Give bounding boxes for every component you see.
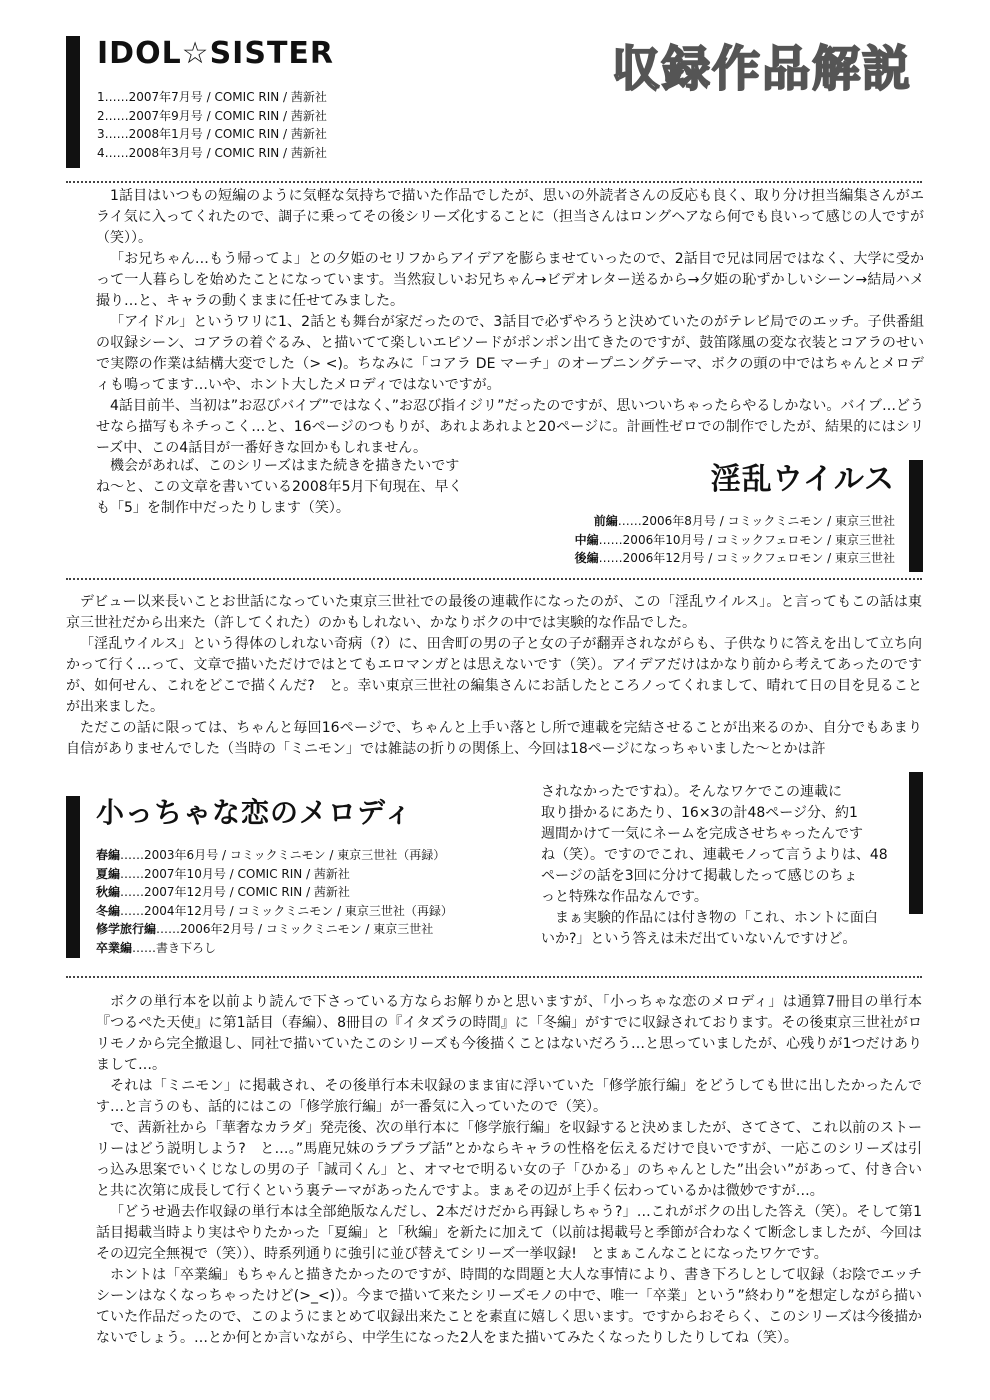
idol-description (96, 186, 924, 459)
issue-text: ……2006年8月号 / コミックミニモン / 東京三世社 (617, 514, 895, 528)
issue-text: ……2006年10月号 / コミックフェロモン / 東京三世社 (598, 532, 895, 547)
paragraph: 「どうせ過去作収録の単行本は全部絶版なんだし、2本だけだから再録しちゃう?」…これがボクの出した答え（笑）。そして第1話目掲載当時より実はやりたかった「夏編」と「秋編」を新たに加えて（以前は掲載号と季節が合わなくて断念しましたが、今回はその辺完全無視で（笑））、時系列通りに強引に並び替えてシリーズ一挙収録! とまぁこんなことになったワケです。 (96, 1204, 922, 1262)
text-line: まぁ実験的作品には付き物の「これ、ホントに面白 (541, 910, 878, 926)
inran-issue (500, 549, 895, 568)
page-heading: 収録作品解説 (612, 41, 913, 97)
issue-label: 後編 (574, 551, 599, 565)
divider (66, 976, 922, 978)
inran-issue (500, 531, 895, 550)
paragraph: それは「ミニモン」に掲載され、その後単行本未収録のまま宙に浮いていた「修学旅行編」をどうしても世に出したかったんです…と言うのも、話的にはこの「修学旅行編」が一番気に入っていたので（笑）。 (96, 1078, 922, 1115)
issue-label: 修学旅行編 (96, 922, 157, 936)
idol-closing (96, 456, 496, 519)
issue-text: ……2007年12月号 / COMIC RIN / 茜新社 (120, 885, 350, 899)
melody-issue (96, 939, 453, 958)
paragraph: ただこの話に限っては、ちゃんと毎回16ページで、ちゃんと上手い落とし所で連載を完結させることが出来るのか、自分でもあまり自信がありませんでした（当時の「ミニモン」では雑誌の折りの関係上、今回は18ページになっちゃいました〜とかは許 (66, 720, 922, 757)
issue-label: 春編 (96, 848, 121, 862)
inran-continuation (541, 782, 911, 950)
text-line: いか?」という答えは未だ出ていないんですけど。 (541, 931, 857, 947)
inran-side-bar (909, 772, 923, 914)
text-line: も「5」を制作中だったりします（笑）。 (96, 500, 350, 516)
idol-issue: 2……2007年9月号 / COMIC RIN / 茜新社 (97, 108, 327, 123)
issue-label: 秋編 (96, 885, 121, 899)
text-line: ね〜と、この文章を書いている2008年5月下旬現在、早く (96, 479, 463, 495)
issue-text: ……2003年6月号 / コミックミニモン / 東京三世社（再録） (120, 848, 446, 862)
paragraph: で、茜新社から「華奢なカラダ」発売後、次の単行本に「修学旅行編」を収録すると決めましたが、さてさて、これ以前のストーリーはどう説明しよう? と…。”馬鹿兄妹のラブラブ話”とかならキャラの性格を伝えるだけで良いですが、一応このシリーズは引っ込み思案でいくじなしの男の子「誠司くん」と、オマセで明るい女の子「ひかる」のちゃんとした”出会い”があって、付き合いと共に次第に成長して行くという裏テーマがあったんですよ。まぁその辺が上手く伝わっているかは微妙ですが…。 (96, 1120, 922, 1199)
issue-text: ……書き下ろし (132, 940, 217, 955)
melody-issue (96, 902, 453, 921)
idol-issue: 3……2008年1月号 / COMIC RIN / 茜新社 (97, 127, 327, 141)
issue-label: 冬編 (96, 903, 121, 918)
text-line: 取り掛かるにあたり、16×3の計48ページ分、約1 (541, 805, 858, 821)
issue-label: 卒業編 (96, 940, 133, 955)
divider (66, 578, 922, 580)
inran-description (66, 592, 922, 760)
issue-label: 夏編 (96, 866, 121, 881)
paragraph: 1話目はいつもの短編のように気軽な気持ちで描いた作品でしたが、思いの外読者さんの反応も良く、取り分け担当編集さんがエライ気に入ってくれたので、調子に乗ってその後シリーズ化することに（担当さんはロングヘアなら何でも良いって感じの人ですが（笑））。 (96, 188, 924, 246)
issue-text: ……2007年10月号 / COMIC RIN / 茜新社 (120, 866, 350, 881)
issue-label: 中編 (574, 532, 599, 547)
paragraph: 4話目前半、当初は”お忍びバイブ”ではなく、”お忍び指イジリ”だったのですが、思いついちゃったらやるしかない。バイブ…どうせなら描写もネチっこく…と、16ページのつもりが、あれよあれよと20ページに。計画性ゼロでの制作でしたが、結果的にはシリーズ中、この4話目が一番好きな回かもしれません。 (96, 398, 924, 456)
melody-description (96, 992, 922, 1349)
melody-issue (96, 883, 453, 902)
melody-issue (96, 846, 453, 865)
idol-issue: 4……2008年3月号 / COMIC RIN / 茜新社 (97, 145, 327, 160)
text-line: ね（笑）。ですのでこれ、連載モノって言うよりは、48 (541, 847, 888, 863)
melody-issue (96, 865, 453, 884)
text-line: されなかったですね）。そんなワケでこの連載に (541, 784, 842, 800)
melody-title: 小っちゃな恋のメロディ (96, 796, 413, 829)
divider (66, 181, 922, 183)
paragraph: 「お兄ちゃん…もう帰ってよ」との夕姫のセリフからアイデアを膨らませていったので、2話目で兄は同居ではなく、大学に受かって一人暮らしを始めたことになっています。当然寂しいお兄ちゃん→ビデオレター送るから→夕姫の恥ずかしいシーン→結局ハメ撮り…と、キャラの動くままに任せてみました。 (96, 251, 924, 309)
melody-issue (96, 920, 453, 939)
paragraph: 「アイドル」というワリに1、2話とも舞台が家だったので、3話目で必ずやろうと決めていたのがテレビ局でのエッチ。子供番組の収録シーン、コアラの着ぐるみ、と描いてて楽しいエピソードがポンポン出てきたのですが、鼓笛隊風の変な衣装とコアラのせいで実際の作業は結構大変でした（> <)。ちなみに「コアラ DE マーチ」のオープニングテーマ、ボクの頭の中ではちゃんとメロディも鳴ってます…いや、ホント大したメロディではないですが。 (96, 314, 924, 393)
idol-issue-list (97, 88, 327, 162)
idol-title-bar (66, 36, 80, 168)
melody-issue-list (96, 846, 453, 957)
idol-issue: 1……2007年7月号 / COMIC RIN / 茜新社 (97, 90, 327, 104)
paragraph: デビュー以来長いことお世話になっていた東京三世社での最後の連載作になったのが、この「淫乱ウイルス」。と言ってもこの話は東京三世社だから出来た（許してくれた）のかもしれない、かなりボクの中では実験的な作品でした。 (66, 594, 922, 631)
text-line: ページの話を3回に分けて掲載したって感じのちょ (541, 868, 858, 884)
text-line: 機会があれば、このシリーズはまた続きを描きたいです (110, 458, 460, 474)
inran-issue (500, 512, 895, 531)
text-line: 週間かけて一気にネームを完成させちゃったんです (541, 826, 863, 842)
inran-title-bar (909, 460, 923, 572)
inran-title: 淫乱ウイルス (710, 462, 895, 497)
text-line: っと特殊な作品なんです。 (541, 889, 708, 905)
inran-issue-list (500, 512, 895, 568)
paragraph: ホントは「卒業編」もちゃんと描きたかったのですが、時間的な問題と大人な事情により、書き下ろしとして収録（お陰でエッチシーンはなくなっちゃったけど(>_<)）。今まで描いて来たシリーズモノの中で、唯一「卒業」という”終わり”を想定しながら描いていた作品だったので、このようにまとめて収録出来たことを素直に嬉しく思います。ですからおそらく、このシリーズは今後描かないでしょう。…とか何とか言いながら、中学生になった2人をまた描いてみたくなったりしたりしてね（笑）。 (96, 1267, 922, 1346)
melody-title-bar (66, 796, 80, 958)
idol-title: IDOL☆SISTER (97, 36, 335, 71)
issue-text: ……2006年2月号 / コミックミニモン / 東京三世社 (156, 922, 434, 936)
issue-text: ……2004年12月号 / コミックミニモン / 東京三世社（再録） (120, 903, 453, 918)
paragraph: ボクの単行本を以前より読んで下さっている方ならお解りかと思いますが、「小っちゃな恋のメロディ」は通算7冊目の単行本『つるぺた天使』に第1話目（春編）、8冊目の『イタズラの時間』に「冬編」がすでに収録されております。その後東京三世社がロリモノから完全撤退し、同社で描いていたこのシリーズも今後描くことはないだろう…と思っていましたが、心残りが1つだけありまして…。 (96, 994, 922, 1073)
issue-label: 前編 (593, 514, 618, 528)
issue-text: ……2006年12月号 / コミックフェロモン / 東京三世社 (598, 551, 895, 565)
paragraph: 「淫乱ウイルス」という得体のしれない奇病（?）に、田舎町の男の子と女の子が翻弄されながらも、子供なりに答えを出して立ち向かって行く…って、文章で描いただけではとてもエロマンガとは思えないです（笑）。アイデアだけはかなり前から考えてあったのですが、如何せん、これをどこで描くんだ? と。幸い東京三世社の編集さんにお話したところノってくれまして、晴れて日の目を見ることが出来ました。 (66, 636, 922, 715)
